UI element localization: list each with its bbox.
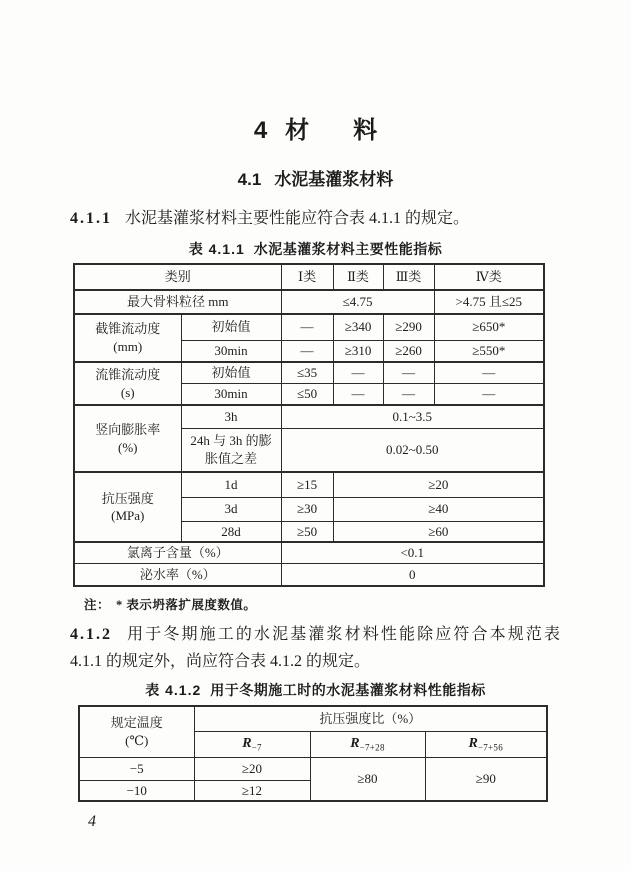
cell-value: ≥20	[333, 472, 544, 497]
table-2-caption-label: 表 4.1.2	[145, 682, 202, 698]
section-number: 4.1	[237, 170, 262, 189]
r-symbol: R	[468, 736, 478, 752]
cell-value: ≥50	[281, 521, 333, 542]
note-prefix: 注：	[84, 598, 111, 612]
table-1-caption	[0, 239, 631, 259]
r-subscript: −7	[251, 742, 262, 753]
table-row	[74, 542, 544, 563]
r-subscript: −7+28	[359, 742, 385, 753]
group-label-cone-flow	[74, 314, 181, 362]
cell-value: ≥310	[333, 340, 383, 362]
row-label: 30min	[181, 340, 281, 362]
table-row	[74, 290, 544, 314]
cell-value: ≤50	[281, 383, 333, 405]
clause-4-1-1	[70, 207, 566, 230]
cell-value: —	[281, 340, 333, 362]
cell-value: —	[281, 314, 333, 340]
group-name: 抗压强度	[101, 490, 154, 506]
cell-value: ≥15	[281, 472, 333, 497]
cell-value: ≥12	[194, 780, 310, 801]
table-row	[79, 706, 547, 731]
clause-text: 用于冬期施工的水泥基灌浆材料性能除应符合本规范表	[125, 626, 560, 643]
header-r-minus7-plus28	[310, 731, 425, 757]
cell-value: ≥60	[333, 521, 544, 542]
row-label-bleeding: 泌水率（%）	[74, 563, 281, 586]
row-label: 3d	[181, 497, 281, 521]
table-row	[74, 264, 544, 290]
group-label-compressive-strength	[74, 472, 181, 542]
header-class-4: Ⅳ类	[434, 264, 544, 290]
header-r-minus7	[194, 731, 310, 757]
section-title	[0, 165, 631, 190]
table-2-caption	[0, 680, 631, 700]
chapter-title	[0, 110, 631, 145]
cell-value: —	[383, 362, 434, 383]
cell-value: —	[434, 383, 544, 405]
r-symbol: R	[242, 736, 252, 752]
cell-value: —	[333, 383, 383, 405]
cell-value: 0.02~0.50	[281, 428, 544, 472]
clause-line	[70, 621, 560, 648]
cell-value: ≥290	[383, 314, 434, 340]
table-row	[74, 405, 544, 428]
group-label-vertical-expansion	[74, 405, 181, 472]
group-label-funnel-flow	[74, 362, 181, 405]
clause-text: 水泥基灌浆材料主要性能应符合表 4.1.1 的规定。	[125, 210, 470, 227]
header-specified-temperature	[79, 706, 194, 757]
cell-value: —	[383, 383, 434, 405]
chapter-word: 材	[285, 117, 310, 144]
row-label-aggregate: 最大骨料粒径 mm	[74, 290, 281, 314]
header-category: 类别	[74, 264, 281, 290]
cell-value: ≥90	[425, 757, 547, 801]
row-label-chloride: 氯离子含量（%）	[74, 542, 281, 563]
row-label: 初始值	[181, 314, 281, 340]
r-subscript: −7+56	[477, 742, 504, 753]
cell-temp: −10	[79, 780, 194, 801]
header-class-1: Ⅰ类	[281, 264, 333, 290]
table-row	[74, 472, 544, 497]
group-unit: (℃)	[125, 732, 149, 748]
section-text: 水泥基灌浆材料	[274, 170, 394, 189]
cell-value: —	[434, 362, 544, 383]
group-unit: (s)	[120, 384, 135, 400]
r-symbol: R	[350, 736, 360, 752]
cell-value: 0.1~3.5	[281, 405, 544, 428]
group-unit: (%)	[118, 439, 138, 455]
table-row	[74, 563, 544, 586]
cell-value: 0	[281, 563, 544, 586]
cell-value: ≥340	[333, 314, 383, 340]
header-r-minus7-plus56	[425, 731, 547, 757]
group-name: 规定温度	[110, 715, 163, 731]
note-text: * 表示坍落扩展度数值。	[116, 598, 257, 612]
table-row	[79, 757, 547, 780]
clause-line: 4.1.1 的规定外，尚应符合表 4.1.2 的规定。	[70, 653, 371, 670]
table-2-caption-text: 用于冬期施工时的水泥基灌浆材料性能指标	[210, 682, 486, 698]
cell-value: —	[333, 362, 383, 383]
cell-value: ≤35	[281, 362, 333, 383]
table-row	[74, 314, 544, 340]
cell-value: ≤4.75	[281, 290, 434, 314]
cell-value: ≥260	[383, 340, 434, 362]
cell-temp: −5	[79, 757, 194, 780]
table-4-1-2	[78, 705, 548, 802]
table-4-1-1	[73, 263, 545, 587]
group-name: 截锥流动度	[95, 321, 161, 337]
page-number: 4	[88, 813, 96, 830]
row-label: 3h	[181, 405, 281, 428]
header-class-2: Ⅱ类	[333, 264, 383, 290]
table-row	[74, 362, 544, 383]
group-name: 流锥流动度	[95, 366, 161, 382]
cell-value: ≥20	[194, 757, 310, 780]
row-label: 24h 与 3h 的膨胀值之差	[181, 428, 281, 472]
chapter-word: 料	[353, 117, 378, 144]
row-label: 1d	[181, 472, 281, 497]
cell-value: ≥550*	[434, 340, 544, 362]
table-1-caption-label: 表 4.1.1	[188, 241, 245, 257]
clause-number: 4.1.2	[70, 626, 112, 643]
cell-value: ≥30	[281, 497, 333, 521]
group-name: 竖向膨胀率	[95, 422, 161, 437]
row-label: 30min	[181, 383, 281, 405]
cell-value: ≥80	[310, 757, 425, 801]
table-1-caption-text: 水泥基灌浆材料主要性能指标	[253, 241, 443, 257]
table-1-note	[84, 595, 256, 613]
clause-4-1-2	[70, 621, 560, 675]
row-label: 28d	[181, 521, 281, 542]
row-label: 初始值	[181, 362, 281, 383]
group-unit: (mm)	[113, 339, 143, 354]
clause-number: 4.1.1	[70, 210, 112, 227]
cell-value: <0.1	[281, 542, 544, 563]
header-strength-ratio: 抗压强度比（%）	[194, 706, 547, 731]
cell-value: >4.75 且≤25	[434, 290, 544, 314]
cell-value: ≥650*	[434, 314, 544, 340]
header-class-3: Ⅲ类	[383, 264, 434, 290]
cell-value: ≥40	[333, 497, 544, 521]
chapter-number: 4	[253, 117, 268, 144]
group-unit: (MPa)	[111, 508, 145, 524]
